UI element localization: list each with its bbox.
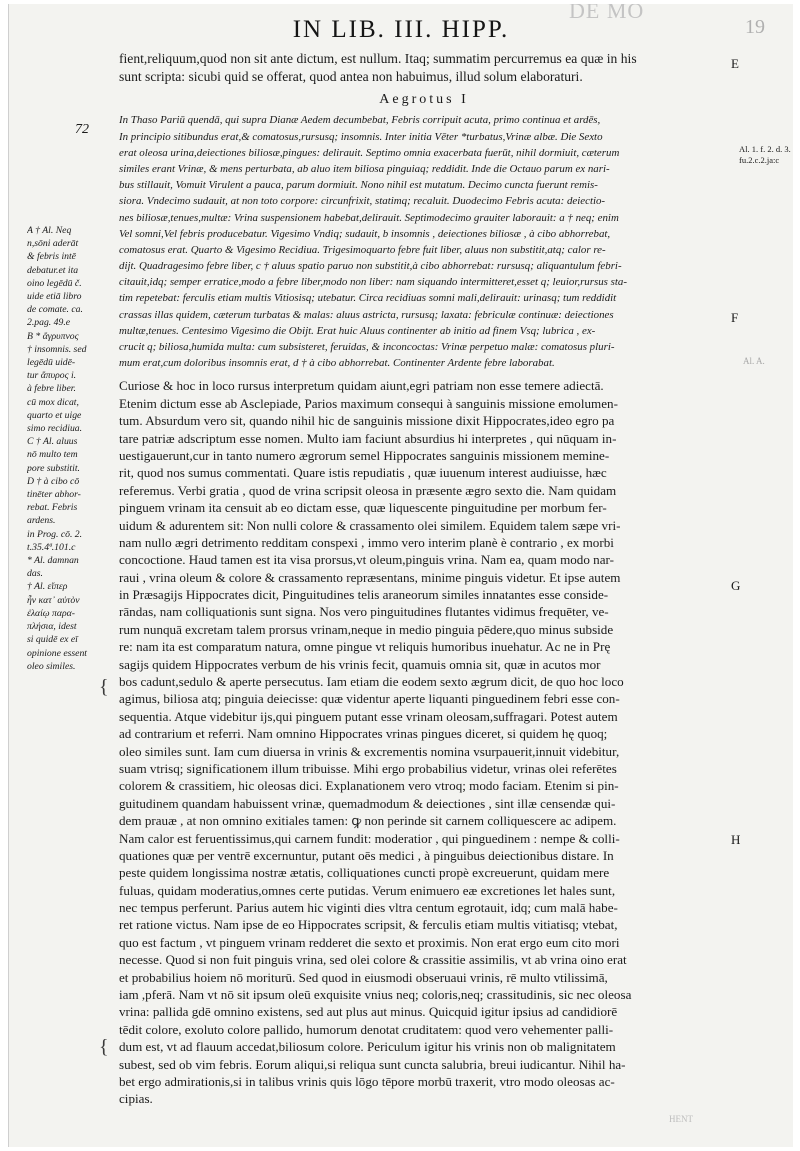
- text-line: comatosus erat. Quarto & Vigesimo Recidiua. Trigesimoquarto febre fuit liber, aluus non substitit,atq; calor re-: [119, 243, 606, 256]
- margin-note-line: & febris intē: [27, 251, 76, 263]
- margin-note-line: cū mox dicat,: [27, 396, 79, 408]
- text-line: peste quidem longissima nostræ ætatis, colliquationes cuncti propè excreuerunt, quidam mere: [119, 865, 610, 881]
- text-line: suam vtrisq; significationem illum tribuisse. Mihi ergo probabilius videtur, vrinas olei referētes: [119, 760, 617, 776]
- margin-note-line: ardens.: [27, 515, 56, 527]
- left-margin-notes: [27, 224, 113, 673]
- margin-note-line: legēdū uidē-: [27, 357, 76, 369]
- bleed-through-text: DE MO: [569, 4, 645, 23]
- page-folio: 19: [745, 16, 765, 38]
- margin-note-line: opinione essent: [27, 647, 87, 659]
- right-note-line: Al. 1. f. 2. d. 3.: [739, 144, 791, 154]
- margin-note-line: tinēter abhor-: [27, 489, 81, 501]
- text-line: rum nunquā excretam talem prorsus vrinam,neque in medio pinguia pēdere,quo minus subside: [119, 621, 614, 637]
- margin-note-line: simo recidiua.: [27, 423, 83, 435]
- book-page: [8, 4, 793, 1147]
- margin-note-line: † insomnis. sed: [27, 343, 87, 355]
- text-line: rāndas, nam colliquationis sunt signa. Nos vero pinguitudines flutantes vidimus frequēter, ve-: [119, 604, 609, 620]
- text-line: In principio sitibundus erat,& comatosus,rursusq; insomnis. Inter initia Vēter *turbatus,Vrinæ albæ. Die Sexto: [119, 130, 603, 143]
- margin-folio-number: 72: [75, 122, 89, 137]
- margin-note-line: C † Al. aluus: [27, 436, 78, 448]
- margin-note-line: in Prog. cō. 2.: [27, 528, 83, 540]
- text-line: sequentia. Atque videbitur ijs,qui pinguem putant esse vrinam oleosam,suffragari. Potest autem: [119, 708, 618, 724]
- margin-note-line: ἦν κατ᾽ αὐτὸν: [27, 594, 80, 606]
- text-line: in Præsagijs Hippocrates dicit, Pinguitudines telis araneorum similes innatantes esse conside-: [119, 587, 609, 603]
- text-line: similes erant Vrinæ, & mens perturbata, ab aluo item biliosa pinguiaq; reddidit. Inde die Octauo parum ex nari-: [119, 162, 610, 175]
- text-line: rit, quod nos sumus commentati. Quare istis repudiatis , quæ iuuenum interest audiuisse, hæc: [119, 465, 607, 481]
- text-line: Vel somni,Vel febris producebatur. Vigesimo Vndiq; sudauit, b insomnis , deiectiones biliosæ , à cibo abhorrebat,: [119, 227, 611, 240]
- text-line: Nam calor est feruentissimus,qui carnem fundit: moderatior , qui pinguedinem : nempe & colli-: [119, 830, 620, 846]
- margin-note-line: ἐλαίῳ παρα-: [27, 607, 75, 619]
- text-line: multæ,tenues. Centesimo Vigesimo die Obijt. Erat huic Aluus continenter ab initio ad finem Vsq; lubrica , ex-: [119, 324, 596, 337]
- text-line: oleo similes sunt. Iam cum diuersa in vrinis & excrementis nomina vsurpauerit,innuit videbitur,: [119, 743, 620, 759]
- text-line: pinguem vrinam ita censuit ab eo dictam esse, quæ liquescente pinguitudine per morbum fer-: [119, 500, 607, 516]
- text-line: guitudinem quandam habuissent vrinæ, quemadmodum & deiectiones , sint illæ censendæ qui-: [119, 795, 616, 811]
- commentary: [119, 377, 729, 1107]
- text-line: uidum & adurentem sit: Non nulli colore & crassamento olei similem. Equidem talem sæpe vri-: [119, 517, 621, 533]
- text-line: dum est, vt ad flauum accedat,biliosum colore. Periculum igitur his vrinis non ob malignitatem: [119, 1039, 616, 1055]
- handwritten-brace: {: [99, 676, 109, 698]
- text-line: subest, sed ob vim febris. Eorum aliqui,si reliqua sunt cuncta salubria, breui iudicantur. Nihil ha-: [119, 1056, 626, 1072]
- right-margin-notes: [739, 144, 793, 166]
- margin-note-line: A † Al. Neq: [27, 225, 72, 236]
- text-line: Curiose & hoc in loco rursus interpretum quidam aiunt,egri patriam non esse temere adiectā.: [119, 378, 604, 394]
- margin-letter-h: H: [731, 832, 741, 847]
- margin-note-line: si quidē ex eī: [27, 634, 78, 646]
- margin-note-line: de comate. ca.: [27, 304, 83, 316]
- text-line: colorem & crassitiem, hic oleosas dici. Explanationem vero vtroq; modo faciam. Etenim si pin-: [119, 778, 619, 794]
- text-line: crassas illas quidem, cæterum turbatas & malas: aluus astricta, rursusq; laxata: febriculæ continuæ: deiectiones: [119, 308, 614, 321]
- right-note-line: fu.2.c.2.ja:c: [739, 155, 780, 165]
- margin-note-line: † Al. εἴπερ: [27, 581, 68, 593]
- margin-note-line: debatur.et ita: [27, 264, 79, 276]
- text-line: dem prauæ , at non omnino exitiales tamen: ꝙ non perinde sit carnem colliquescere ac adipem.: [119, 813, 617, 829]
- text-line: ad contrarium et referri. Nam omnino Hippocrates vrinas pingues diceret, si quidem hę quoq;: [119, 726, 608, 742]
- margin-note-line: oleo similes.: [27, 660, 76, 672]
- section-heading: Aegrotus I: [379, 92, 469, 108]
- margin-note-line: t.35.4ª.101.c: [27, 541, 76, 553]
- text-line: sunt scripta: sicubi quid se offerat, quod antea non habuimus, illud solum elaboraturi.: [119, 69, 583, 85]
- text-line: Etenim dictum esse ab Asclepiade, Parios maximum consequi à sanguinis missione emolumen-: [119, 395, 618, 411]
- margin-note-line: pore substitit.: [27, 462, 80, 474]
- margin-note-line: D † à cibo cō: [27, 475, 80, 487]
- text-line: crucit q; biliosa,humida multa: cum subsisteret, feruidas, & inconcoctas: Vrinæ perpetuo malæ: comatosus pluri-: [119, 341, 615, 353]
- margin-note-line: 2.pag. 49.e: [27, 317, 71, 329]
- text-line: erat oleosa urina,deiectiones biliosæ,pingues: delirauit. Septimo omnia exacerbata fuerūt, nihil dormiuit, cæterum: [119, 146, 620, 159]
- text-line: quo est factum , vt pinguem vrinam redderet die sexto et proximis. Non erat ergo eum cito mori: [119, 934, 620, 950]
- margin-note-line: n,sōni aderāt: [27, 238, 79, 250]
- text-line: bus stillauit, Vomuit Virulent a pauca, parum dormiuit. Nono nihil est mutatum. Decimo cuncta fuerunt remis-: [119, 179, 598, 192]
- text-line: dijt. Quadragesimo febre liber, c † aluus spatio paruo non substitit,à cibo abhorrebat: rursusq; aliquantulum febri-: [119, 260, 622, 273]
- margin-note-line: πλήσια, idest: [27, 621, 77, 633]
- text-line: sagijs quidem Hippocrates verbum de his vrinis fecit, quamuis omnia sit, quæ in acutos mor: [119, 656, 601, 672]
- margin-note-line: uide etiā libro: [27, 291, 82, 303]
- text-line: necesse. Quod si non fuit pinguis vrina, sed olei colore & crassitie assimilis, vt ab vrina oino erat: [119, 952, 627, 968]
- margin-note-line: rebat. Febris: [27, 502, 78, 514]
- margin-note-line: * Al. damnan: [27, 555, 79, 567]
- margin-note-line: B * ἄγρυπνος: [27, 330, 79, 342]
- text-line: nec tempus perferunt. Parius autem hic viginti dies vltra centum egrotauit, idq; cum malā habe-: [119, 900, 618, 916]
- right-faded-mark: Al. A.: [743, 356, 765, 366]
- handwritten-brace: {: [99, 1036, 109, 1058]
- margin-note-line: quarto et uige: [27, 409, 82, 421]
- text-line: bos cadunt,sedulo & aperte persecutus. Iam etiam die eodem sexto ægrum dicit, de quo hoc loco: [119, 674, 624, 690]
- text-line: tim repetebat: ferculis etiam multis Vitiosisq; utebatur. Circa recidiuas somni mali,delirauit: urinasq; tum reddidit: [119, 292, 617, 305]
- margin-letter-e: E: [731, 56, 739, 71]
- text-line: et probabilius hoiem nō moriturū. Sed quod in eiusmodi obseruaui vrinis, rē multo vtilissimā,: [119, 969, 608, 985]
- text-line: referemus. Verbi gratia , quod de vrina scripsit oleosa in præsente ægro sexto die. Nam quidam: [119, 482, 617, 498]
- main-text-block: [119, 50, 729, 1108]
- text-line: bet ergo admirationis,si in talibus vrinis quis lōgo tēpore morbū traxerit, vtro modo oleosas ac-: [119, 1074, 615, 1089]
- text-line: mum erat,cum doloribus insomnis erat, d † à cibo abhorrebat. Continenter Ardente febre laborabat.: [119, 357, 555, 370]
- text-line: tēdit colore, exoluto colore pallido, humorum denotat cruditatem: quod vero vehementer palli-: [119, 1021, 614, 1037]
- text-line: cipias.: [119, 1091, 153, 1107]
- text-line: nes biliosæ,tenues,multæ: Vrina suspensionem habebat,delirauit. Septimodecimo grauiter laborauit: a † neq; enim: [119, 211, 619, 224]
- text-line: ret ratione victus. Nam ipse de eo Hippocrates scripsit, & ferculis etiam multis vitiatisq; vtebat,: [119, 917, 618, 933]
- text-line: re: nam ita est comparatum natura, omne pingue vt reliquis humoribus inuehatur. Ac ne in Prę: [119, 639, 611, 655]
- text-line: In Thaso Pariū quendā, qui supra Dianæ Aedem decumbebat, Febris corripuit acuta, primo continua et ardēs,: [119, 114, 601, 127]
- margin-note-line: oino legēdū č.: [27, 277, 82, 289]
- text-line: siora. Vndecimo sudauit, at non toto corpore: circunfrixit, statimq; recaluit. Duodecimo Febris acuta: deiectio-: [119, 195, 606, 208]
- text-line: nam nullo ægri detrimento redditam conspexi , immo vero interim planè è contrario , ex morbi: [119, 534, 614, 550]
- text-line: tare patriæ adscriptum esse nomen. Multo iam faciunt absurdius hi interpretes , qui nūquam in-: [119, 430, 617, 446]
- margin-letter-g: G: [731, 578, 741, 593]
- text-line: agimus, biliosa atq; pinguia deiecisse: quæ videntur aperte liquanti pinguedinem febri esse con-: [119, 691, 620, 707]
- text-line: quationes quæ per ventrē excernuntur, putant oēs medici , à pinguibus deiectionibus distare. In: [119, 847, 614, 863]
- margin-note-line: nō multo tem: [27, 449, 78, 461]
- intro-paragraph: [119, 50, 729, 86]
- text-line: iam ,pferā. Nam vt nō sit ipsum oleū exquisite vnius neq; coloris,neq; crassitudinis, sic nec oleosa: [119, 987, 632, 1003]
- margin-note-line: das.: [27, 568, 43, 580]
- text-line: tum. Absurdum vero sit, quando nihil hic de sanguinis missione dixit Hippocrates,ideo egro pa: [119, 413, 615, 429]
- text-line: citauit,idq; semper erratice,modo a febre liber,modo non liber: nam siquando intermitteret,esset q; leuior,rursus sta-: [119, 276, 627, 289]
- text-line: vrina: pallida gdē omnino existens, sed aut plus aut minus. Quicquid igitur ipsius ad candidiorē: [119, 1004, 618, 1020]
- text-line: uestigauerunt,cur in tanto numero ægrorum semel Hippocrates sanguinis missionem memine-: [119, 447, 610, 463]
- text-line: raui , vrina oleum & colore & crassamento repræsentans, minime pinguis videtur. Et ipse autem: [119, 569, 621, 585]
- margin-letter-f: F: [731, 310, 739, 325]
- running-title: IN LIB. III. HIPP.: [292, 16, 510, 43]
- text-line: concoctione. Haud tamen est ita visa prorsus,vt oleum,pinguis vrina. Nam ea, quam modo nar-: [119, 552, 614, 568]
- case-history: [119, 112, 729, 371]
- margin-note-line: tur ἄπυρος i.: [27, 370, 77, 382]
- text-line: fient,reliquum,quod non sit ante dictum, est nullum. Itaq; summatim percurremus ea quæ in his: [119, 51, 637, 66]
- footer-ghost-text: HENT: [669, 1114, 693, 1124]
- text-line: fuluas, quidam moderatius,omnes certe putidas. Verum enimuero eæ excretiones let hales sunt,: [119, 882, 616, 898]
- margin-note-line: à febre liber.: [27, 383, 76, 395]
